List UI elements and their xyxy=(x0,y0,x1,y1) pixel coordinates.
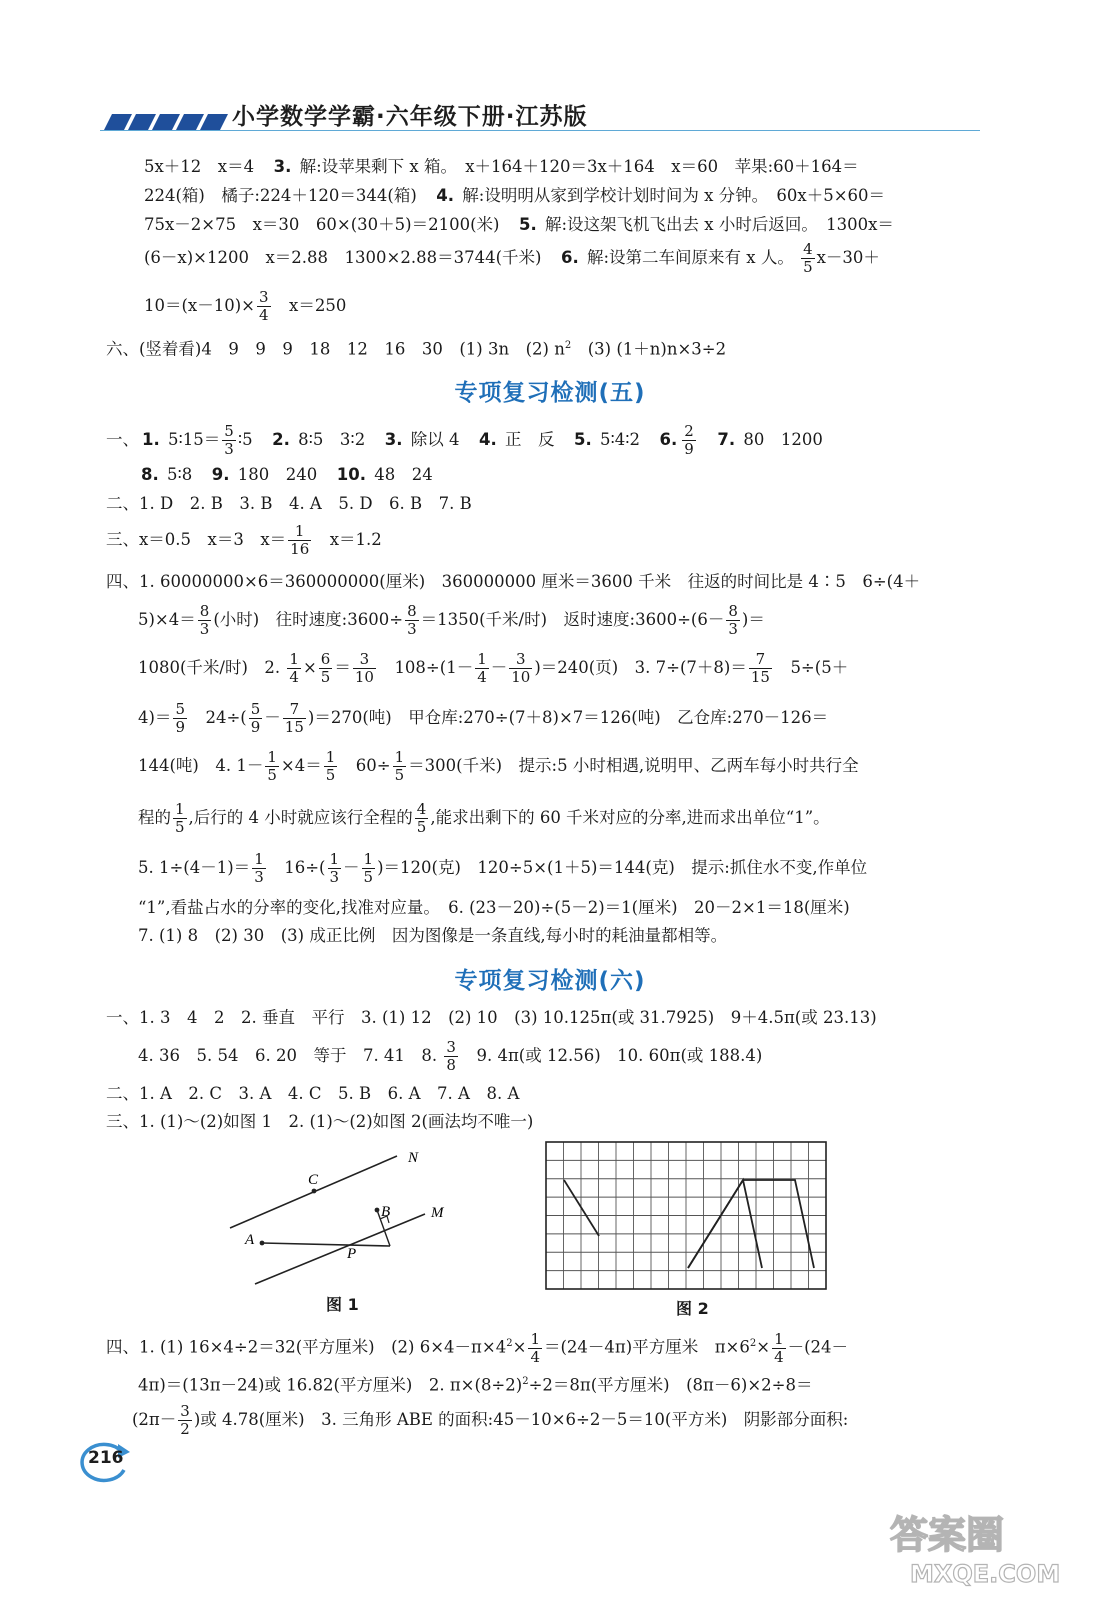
answer-line: 10＝(x－10)× $\frac{3}{4}$ x＝250 xyxy=(144,288,347,324)
answer-line: 75x－2×75 x＝30 60×(30＋5)＝2100(米) 5. 解:设这架飞机飞出去 x 小时后返回。 1300x＝ xyxy=(144,215,894,234)
label-p: P xyxy=(347,1246,357,1262)
shape-segment xyxy=(564,1180,599,1236)
fraction: $\frac{2}{9}$ xyxy=(684,422,694,458)
answer-line: 7. (1) 8 (2) 30 (3) 成正比例 因为图像是一条直线,每小时的耗油量都相等。 xyxy=(138,926,728,945)
answer-line: 5. 1÷(4－1)＝ $\frac{1}{3}$ 16÷( $\frac{1}{3}$ － $\frac{1}{5}$ )＝120(克) 120÷5×(1＋5)＝144(克) 提示:抓住水不变,作单位 xyxy=(138,850,868,886)
header-rule xyxy=(100,130,980,131)
answer-line: 4π)＝(13π－24)或 16.82(平方厘米) 2. $\pi\times(8\div 2)^2\div 2=8\pi$(平方厘米) (8π－6)×2÷8＝ xyxy=(138,1375,813,1395)
fraction: $\frac{3}{2}$ xyxy=(180,1402,190,1438)
fraction: $\frac{5}{3}$ xyxy=(224,422,234,458)
answer-line: 二、1. D 2. B 3. B 4. A 5. D 6. B 7. B xyxy=(106,494,472,513)
answer-line: 144(吨) 4. 1－ $\frac{1}{5}$ ×4＝ $\frac{1}{5}$ 60÷ $\frac{1}{5}$ ＝300(千米) 提示:5 小时相遇,说明甲、乙两车每小时共行全 xyxy=(138,748,859,784)
fraction: $\frac{1}{5}$ xyxy=(363,850,374,886)
label-a: A xyxy=(245,1232,255,1248)
answer-line: 5x＋12 x＝4 3. 解:设苹果剩下 x 箱。 x＋164＋120＝3x＋164 x＝60 苹果:60＋164＝ xyxy=(144,157,859,176)
book-title: 小学数学学霸·六年级下册·江苏版 xyxy=(232,104,588,130)
label-n: N xyxy=(408,1150,419,1166)
shape-trapezoid xyxy=(688,1180,814,1268)
answer-line: 224(箱) 橘子:224＋120＝344(箱) 4. 解:设明明从家到学校计划时间为 x 分钟。 60x＋5×60＝ xyxy=(144,186,886,205)
answer-line: 一、1. 3 4 2 2. 垂直 平行 3. (1) 12 (2) 10 (3) 10.125π(或 31.7925) 9＋4.5π(或 23.13) xyxy=(106,1008,877,1027)
fraction: $\frac{3}{10}$ xyxy=(354,650,374,686)
fraction: $\frac{1}{3}$ xyxy=(254,850,264,886)
fraction: $\frac{1}{5}$ xyxy=(175,800,185,836)
fraction: $\frac{1}{16}$ xyxy=(290,522,310,558)
section-title-5: 专项复习检测(五) xyxy=(454,380,646,406)
answer-line: 一、 1. 5∶15＝ $\frac{5}{3}$ ∶5 2. 8∶5 3∶2 3. 除以 4 4. 正 反 5. 5∶4∶2 6. $\frac{2}{9}$ 7. 80 1200 xyxy=(106,422,823,458)
answer-line: 程的 $\frac{1}{5}$ ,后行的 4 小时就应该行全程的 $\frac{4}{5}$ ,能求出剩下的 60 千米对应的分率,进而求出单位“1”。 xyxy=(138,800,830,836)
answer-line: 六、(竖着看)4 9 9 9 18 12 16 30 (1) 3n (2) $n^2$ (3) (1＋n)n×3÷2 xyxy=(106,339,727,359)
answer-line: 三、1. (1)～(2)如图 1 2. (1)～(2)如图 2(画法均不唯一) xyxy=(106,1112,534,1131)
fraction: $\frac{1}{4}$ xyxy=(477,650,487,686)
fraction: $\frac{1}{4}$ xyxy=(289,650,299,686)
fraction: $\frac{1}{4}$ xyxy=(774,1329,784,1366)
fraction: $\frac{8}{3}$ xyxy=(407,602,417,638)
answer-line: (2π－ $\frac{3}{2}$ )或 4.78(厘米) 3. 三角形 ABE 的面积:45－10×6÷2－5＝10(平方米) 阴影部分面积: xyxy=(132,1402,849,1438)
fraction: $\frac{3}{4}$ xyxy=(259,288,269,324)
shape-triangle xyxy=(688,1180,762,1268)
fraction: $\frac{4}{5}$ xyxy=(416,800,427,836)
section-title-6: 专项复习检测(六) xyxy=(454,968,646,994)
fraction: $\frac{8}{3}$ xyxy=(199,602,210,638)
fraction: $\frac{3}{8}$ xyxy=(446,1038,456,1074)
point-b xyxy=(375,1208,380,1213)
fraction: $\frac{7}{15}$ xyxy=(284,700,304,736)
fraction: $\frac{5}{9}$ xyxy=(250,700,261,736)
answer-line: 三、x＝0.5 x＝3 x＝ $\frac{1}{16}$ x＝1.2 xyxy=(106,522,382,558)
watermark-logo-icon xyxy=(870,1500,1080,1590)
header-stripes-icon xyxy=(104,112,232,132)
svg-text:MXQE.COM: MXQE.COM xyxy=(910,1560,1061,1588)
fraction: $\frac{1}{4}$ xyxy=(530,1329,540,1366)
fraction: $\frac{7}{15}$ xyxy=(750,650,770,686)
figure-2-caption: 图 2 xyxy=(676,1299,709,1318)
point-c xyxy=(312,1189,317,1194)
fraction: $\frac{4}{5}$ xyxy=(803,240,813,276)
figure-2-grid xyxy=(540,1138,830,1293)
page-number: 216 xyxy=(88,1448,124,1468)
segment-ap xyxy=(262,1243,390,1246)
fraction: $\frac{1}{3}$ xyxy=(329,850,340,886)
answer-line: 8. 5∶8 9. 180 240 10. 48 24 xyxy=(141,465,433,484)
answer-line: (6－x)×1200 x＝2.88 1300×2.88＝3744(千米) 6. 解:设第二车间原来有 x 人。 $\frac{4}{5}$ x－30＋ xyxy=(144,240,880,276)
answer-line: 四、1. 60000000×6＝360000000(厘米) 360000000 厘米＝3600 千米 往返的时间比是 4∶5 6÷(4＋ xyxy=(106,572,921,591)
label-b: B xyxy=(381,1204,391,1220)
label-m: M xyxy=(431,1205,444,1221)
answer-line: 5)×4＝ $\frac{8}{3}$ (小时) 往时速度:3600÷ $\frac{8}{3}$ ＝1350(千米/时) 返时速度:3600÷(6－ $\frac{8}{3}$ )＝ xyxy=(138,602,765,638)
page-header xyxy=(100,98,980,138)
fraction: $\frac{3}{10}$ xyxy=(511,650,531,686)
figure-1-caption: 图 1 xyxy=(326,1295,359,1314)
point-a xyxy=(260,1241,265,1246)
line-m xyxy=(255,1214,425,1284)
answer-line: “1”,看盐占水的分率的变化,找准对应量。 6. (23－20)÷(5－2)＝1(厘米) 20－2×1＝18(厘米) xyxy=(138,898,850,917)
fraction: $\frac{1}{5}$ xyxy=(325,748,336,784)
answer-line: 4. 36 5. 54 6. 20 等于 7. 41 8. $\frac{3}{8}$ 9. 4π(或 12.56) 10. 60π(或 188.4) xyxy=(138,1038,763,1074)
answer-line: 4)＝ $\frac{5}{9}$ 24÷( $\frac{5}{9}$ － $\frac{7}{15}$ )＝270(吨) 甲仓库:270÷(7＋8)×7＝126(吨) 乙仓库:270－126＝ xyxy=(138,700,829,736)
fraction: $\frac{1}{5}$ xyxy=(267,748,277,784)
answer-line: 四、1. (1) 16×4÷2＝32(平方厘米) (2) $6\times 4-\pi\times 4^2\times$ $\frac{1}{4}$ ＝(24－4π)平方厘米 $\pi\times 6^2\times$ $\frac{1}{4}$ －(24－ xyxy=(106,1329,849,1366)
fraction: $\frac{5}{9}$ xyxy=(175,700,185,736)
answer-line: 1080(千米/时) 2. $\frac{1}{4}$ × $\frac{6}{5}$ ＝ $\frac{3}{10}$ 108÷(1－ $\frac{1}{4}$ － $\frac{3}{10}$ )＝240(页) 3. 7÷(7＋8)＝ $\frac{7}{15}$ 5÷(5＋ xyxy=(138,650,849,686)
fraction: $\frac{8}{3}$ xyxy=(728,602,738,638)
svg-text:答案圈: 答案圈 xyxy=(890,1513,1005,1557)
fraction: $\frac{6}{5}$ xyxy=(320,650,331,686)
figure-1-diagram xyxy=(225,1140,475,1290)
answer-line: 二、1. A 2. C 3. A 4. C 5. B 6. A 7. A 8. A xyxy=(106,1084,520,1103)
fraction: $\frac{1}{5}$ xyxy=(394,748,405,784)
label-c: C xyxy=(308,1172,319,1188)
grid-lines xyxy=(546,1142,826,1289)
